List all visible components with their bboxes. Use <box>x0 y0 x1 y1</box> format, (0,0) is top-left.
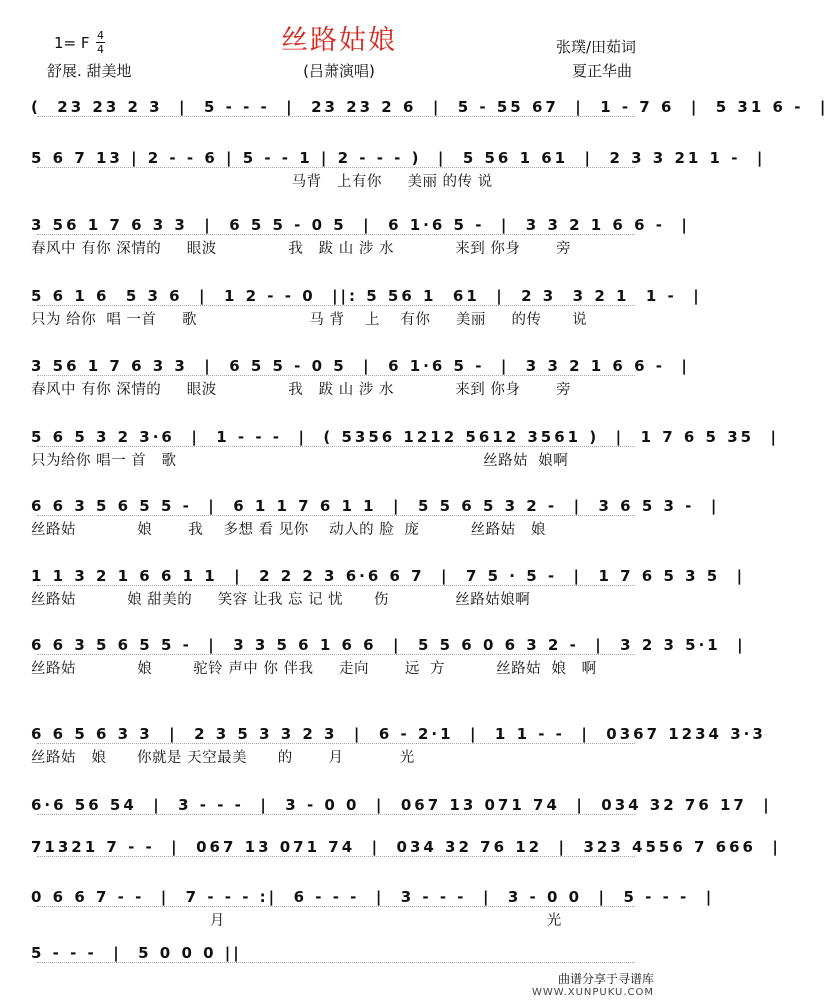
score-system <box>31 563 746 611</box>
score-system <box>31 940 641 966</box>
watermark-text: 曲谱分享于寻谱库 <box>557 972 654 986</box>
notation-line: 5 6 5 3 2 3·6 | 1 - - - | ( 5356 1212 5612 3561 ) | 1 7 6 5 35 | <box>31 424 641 450</box>
key-signature: 1= F <box>54 34 90 52</box>
notation-line: 71321 7 - - | 067 13 071 74 | 034 32 76 12 | 323 4556 7 666 | <box>31 834 641 860</box>
notation-line: 1 1 3 2 1 6 6 1 1 | 2 2 2 3 6·6 6 7 | 7 5 · 5 - | 1 7 6 5 3 5 | <box>31 563 641 589</box>
notation-line: 3 56 1 7 6 3 3 | 6 5 5 - 0 5 | 6 1·6 5 - | 3 3 2 1 6 6 - | <box>31 212 641 238</box>
notation-line: 6·6 56 54 | 3 - - - | 3 - 0 0 | 067 13 071 74 | 034 32 76 17 | <box>31 792 641 818</box>
score-system <box>31 834 781 860</box>
score-system <box>31 493 720 541</box>
score-system <box>31 424 779 472</box>
notation-line: 6 6 3 5 6 5 5 - | 3 3 5 6 1 6 6 | 5 5 6 0 6 3 2 - | 3 2 3 5·1 | <box>31 632 641 658</box>
notation-line: 6 6 5 6 3 3 | 2 3 5 3 3 2 3 | 6 - 2·1 | 1 1 - - | 0367 1234 3·3 <box>31 721 641 747</box>
watermark-url: WWW.XUNPUKU.COM <box>532 987 654 998</box>
composer-credit: 夏正华曲 <box>571 62 632 80</box>
lyric-line: 丝路姑 娘 我 多想 看 见你 动人的 脸 庞 丝路姑 娘 <box>31 522 546 538</box>
notation-line: 5 6 1 6 5 3 6 | 1 2 - - 0 ||: 5 56 1 61 | 2 3 3 2 1 1 - | <box>31 283 641 309</box>
lyric-line: 马背 上有你 美丽 的传 说 <box>31 174 493 190</box>
score-system <box>31 94 828 142</box>
score-system <box>31 632 746 680</box>
lyric-line <box>31 120 641 142</box>
time-signature-bottom: 4 <box>97 43 104 56</box>
notation-line: 6 6 3 5 6 5 5 - | 6 1 1 7 6 1 1 | 5 5 6 5 3 2 - | 3 6 5 3 - | <box>31 493 641 519</box>
lyric-line: 丝路姑 娘 驼铃 声中 你 伴我 走向 远 方 丝路姑 娘 啊 <box>31 661 597 677</box>
site-watermark <box>532 970 654 998</box>
score-system <box>31 145 766 193</box>
lyricist-credit: 张璞/田茹词 <box>555 38 636 56</box>
lyric-line: 只为 给你 唱 一首 歌 马 背 上 有你 美丽 的传 说 <box>31 312 588 328</box>
score-system <box>31 212 690 260</box>
score-system <box>31 792 772 818</box>
lyric-line: 春风中 有你 深情的 眼波 我 跋 山 涉 水 来到 你身 旁 <box>31 241 572 257</box>
score-system <box>31 884 715 932</box>
lyric-line: 春风中 有你 深情的 眼波 我 跋 山 涉 水 来到 你身 旁 <box>31 382 572 398</box>
score-system <box>31 283 702 331</box>
score-system <box>31 721 766 769</box>
tempo-mood: 舒展. 甜美地 <box>47 62 132 80</box>
notation-line: 5 - - - | 5 0 0 0 || <box>31 940 641 966</box>
lyric-line: 月 光 <box>31 913 562 929</box>
lyric-line: 丝路姑 娘 甜美的 笑容 让我 忘 记 忧 伤 丝路姑娘啊 <box>31 592 531 608</box>
notation-line: 0 6 6 7 - - | 7 - - - :| 6 - - - | 3 - - - | 3 - 0 0 | 5 - - - | <box>31 884 641 910</box>
time-signature <box>96 30 105 55</box>
lyric-line: 只为给你 唱一 首 歌 丝路姑 娘啊 <box>31 453 569 469</box>
score-system <box>31 353 690 401</box>
notation-line: 3 56 1 7 6 3 3 | 6 5 5 - 0 5 | 6 1·6 5 - | 3 3 2 1 6 6 - | <box>31 353 641 379</box>
notation-line: 5 6 7 13 | 2 - - 6 | 5 - - 1 | 2 - - - ) | 5 56 1 61 | 2 3 3 21 1 - | <box>31 145 641 171</box>
notation-line: ( 23 23 2 3 | 5 - - - | 23 23 2 6 | 5 - 55 67 | 1 - 7 6 | 5 31 6 - | <box>31 94 641 120</box>
time-signature-top: 4 <box>97 29 104 42</box>
song-title: 丝路姑娘 <box>281 25 397 56</box>
singer-credit: (吕萧演唱) <box>303 62 375 80</box>
lyric-line: 丝路姑 娘 你就是 天空最美 的 月 光 <box>31 750 415 766</box>
